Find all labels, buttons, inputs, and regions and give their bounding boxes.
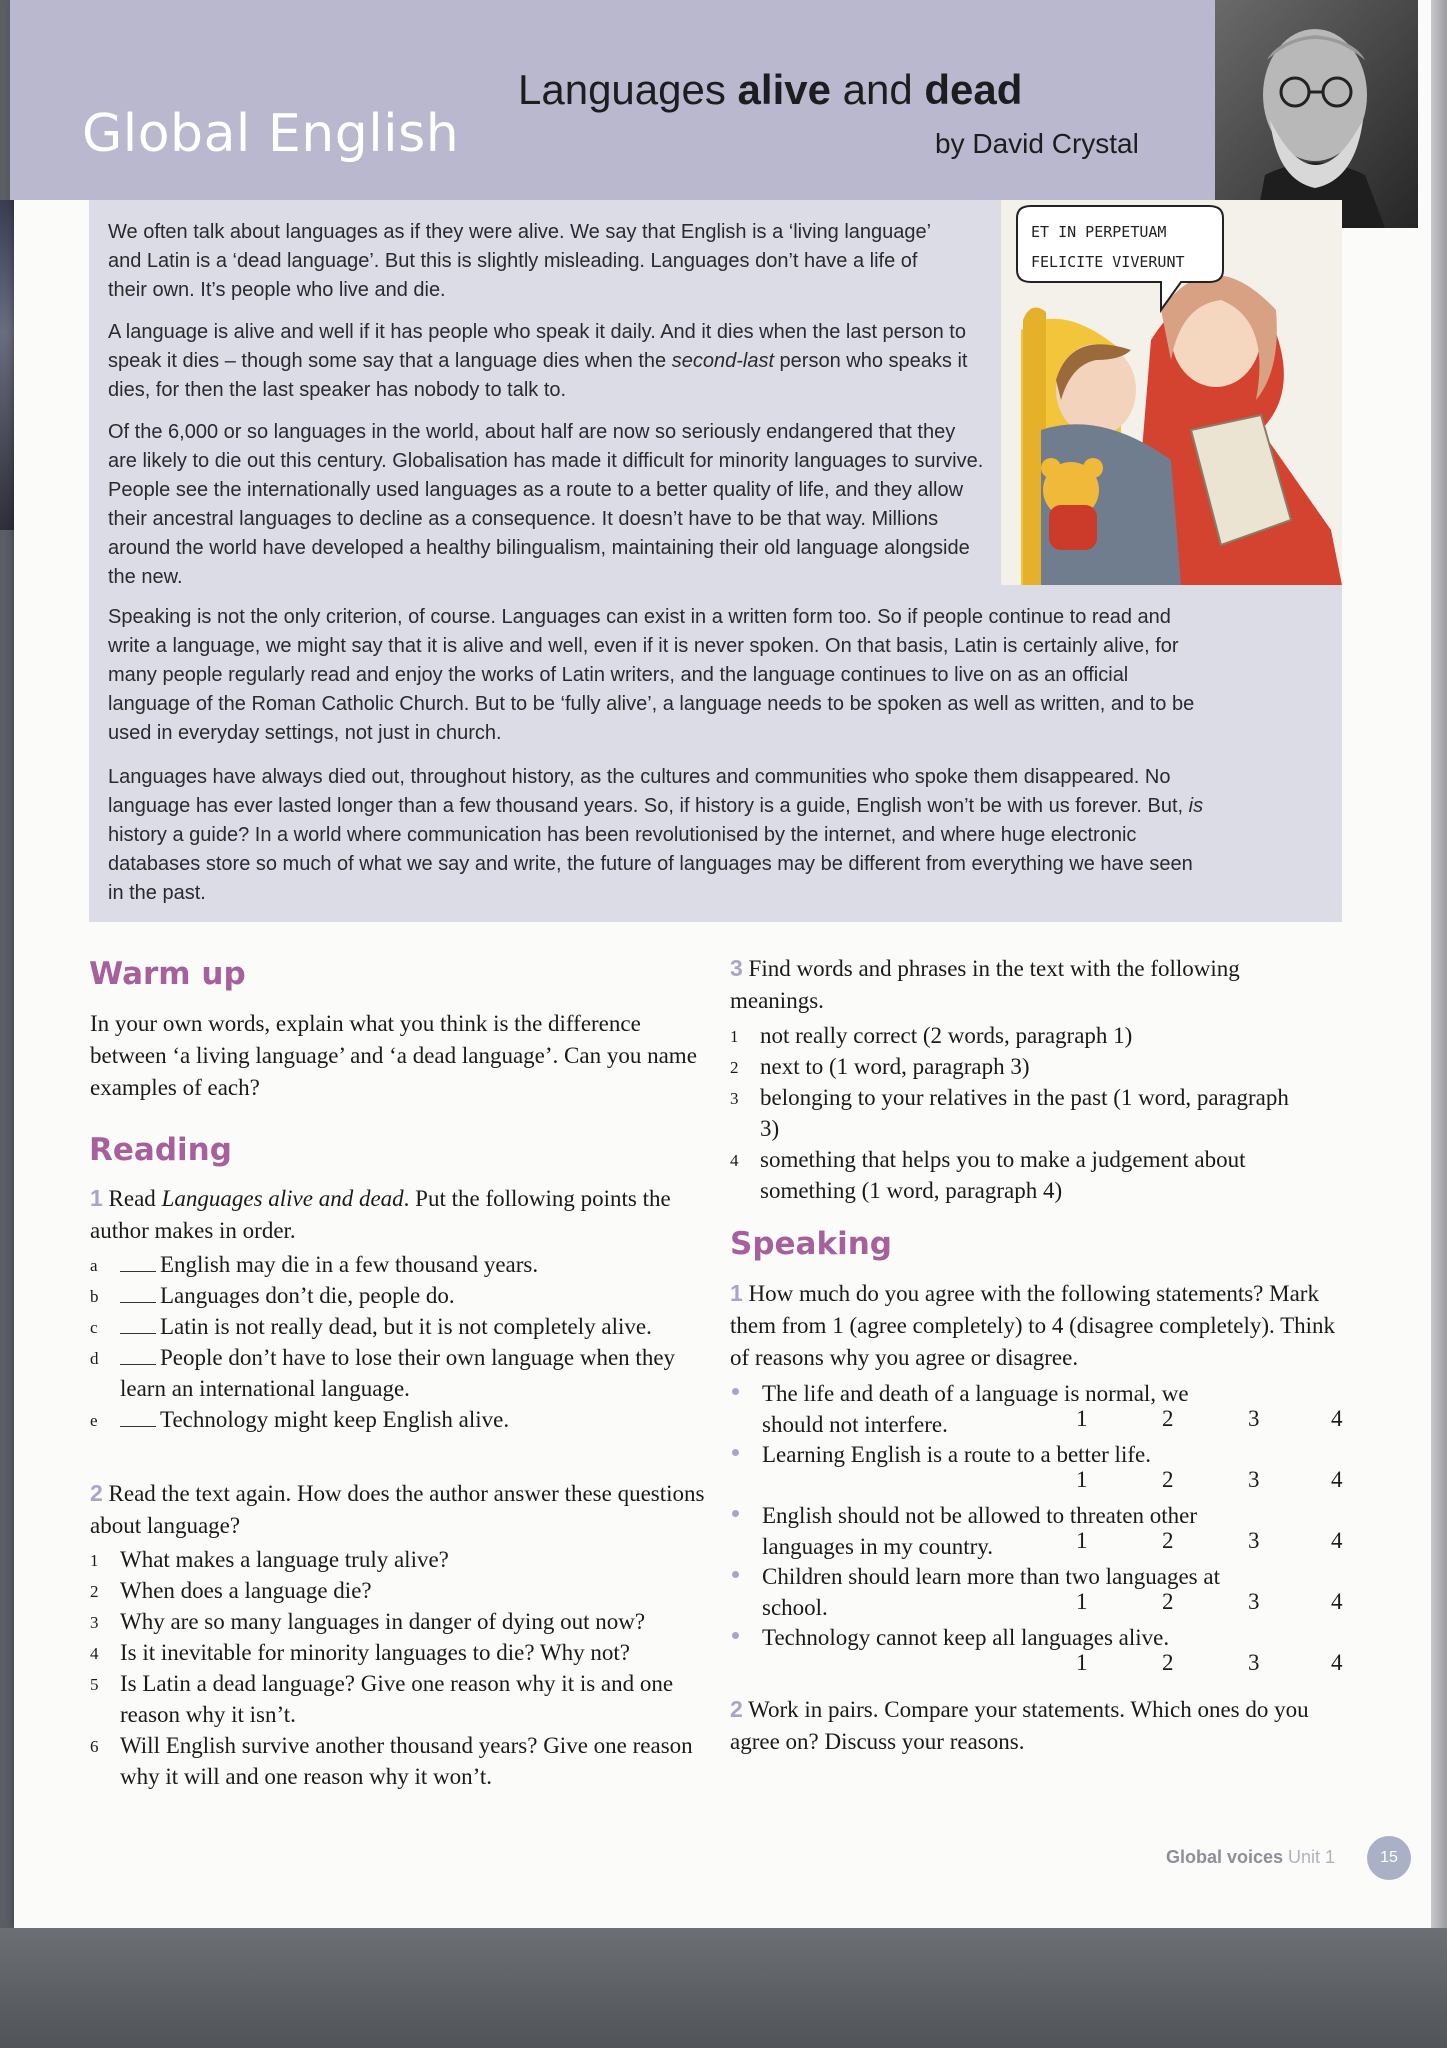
rating-option[interactable]: 3 (1248, 1406, 1260, 1431)
list-item (730, 1082, 1290, 1144)
statement-text: Technology cannot keep all languages alive. (762, 1625, 1170, 1650)
speaking-ex1-instructions: 1 How much do you agree with the following statements? Mark them from 1 (agree completely) to 4 (disagree completely). Think of reasons why you agree or disagree. (730, 1280, 1336, 1370)
rating-option[interactable]: 1 (1076, 1650, 1088, 1675)
article-paragraph-5: Languages have always died out, throughout history, as the cultures and communities who spoke them disappeared. No language has ever lasted longer than a few thousand years. So, if history is a guide, English won’t be with us forever. But, is history a guide? In a world where communication has been revolutionised by the internet, and where huge electronic databases store so much of what we say and write, the future of languages may be different from everything we have seen in the past. (108, 766, 1204, 904)
statement-item (732, 1622, 1342, 1653)
list-item (90, 1311, 710, 1342)
article-title: Languages alive and dead (518, 66, 1023, 113)
list-item-label: d (90, 1349, 99, 1368)
left-page-edge (0, 200, 14, 530)
list-item-label: 1 (730, 1027, 739, 1046)
rating-option[interactable]: 3 (1248, 1589, 1260, 1614)
list-item-text: belonging to your relatives in the past (1 word, paragraph 3) (760, 1085, 1289, 1141)
statement-item (732, 1439, 1342, 1470)
rating-option[interactable]: 4 (1331, 1650, 1343, 1675)
list-item-label: 1 (90, 1551, 99, 1570)
rating-option[interactable]: 2 (1162, 1650, 1174, 1675)
list-item (90, 1730, 715, 1792)
rating-option[interactable]: 4 (1331, 1467, 1343, 1492)
reading-illustration (1001, 200, 1342, 585)
list-item-text: People don’t have to lose their own language when they learn an international language. (120, 1345, 676, 1401)
author-photo (1215, 0, 1418, 228)
list-item (730, 1020, 1290, 1051)
reading-ex2-instructions: 2 Read the text again. How does the author answer these questions about language? (90, 1480, 705, 1538)
bullet-icon (732, 1632, 739, 1639)
rating-option[interactable]: 3 (1248, 1528, 1260, 1553)
article-paragraph-2: A language is alive and well if it has people who speak it daily. And it dies when the last person to speak it dies – though some say that a language dies when the second-last person who speaks it dies, for then the last speaker has nobody to talk to. (108, 321, 968, 401)
list-item-label: b (90, 1287, 99, 1306)
statement-text: Learning English is a route to a better life. (762, 1442, 1151, 1467)
bullet-icon (732, 1571, 739, 1578)
list-item (730, 1144, 1290, 1206)
list-item (90, 1668, 715, 1730)
series-title: Global English (82, 104, 460, 164)
reading-ex1-instructions: 1 Read Languages alive and dead. Put the following points the author makes in order. (90, 1185, 671, 1243)
list-item (90, 1575, 715, 1606)
answer-blank[interactable] (120, 1253, 156, 1272)
list-item-text: English may die in a few thousand years. (160, 1252, 539, 1277)
rating-option[interactable]: 3 (1248, 1467, 1260, 1492)
reading-ex3-list (730, 1020, 1290, 1206)
reading-ex2-list (90, 1544, 715, 1792)
list-item-label: c (90, 1318, 98, 1337)
list-item-text: Is it inevitable for minority languages to die? Why not? (120, 1640, 630, 1665)
rating-option[interactable]: 1 (1076, 1589, 1088, 1614)
list-item-text: When does a language die? (120, 1578, 372, 1603)
bullet-icon (732, 1510, 739, 1517)
list-item-label: 2 (730, 1058, 739, 1077)
list-item (730, 1051, 1290, 1082)
reading-ex1-list (90, 1249, 710, 1435)
list-item-label: 3 (90, 1613, 99, 1632)
list-item (90, 1544, 715, 1575)
speech-text-line2: FELICITE VIVERUNT (1031, 253, 1185, 271)
rating-option[interactable]: 1 (1076, 1528, 1088, 1553)
list-item-label: 4 (90, 1644, 99, 1663)
warmup-text: In your own words, explain what you think is the difference between ‘a living language’ and ‘a dead language’. Can you name examples of each? (90, 1011, 697, 1100)
header-band (10, 0, 1215, 200)
scanner-background (0, 1928, 1447, 2048)
list-item-text: something that helps you to make a judgement about something (1 word, paragraph 4) (760, 1147, 1246, 1203)
page-number: 15 (1367, 1836, 1411, 1880)
list-item-text: Technology might keep English alive. (160, 1407, 510, 1432)
statement-text: The life and death of a language is normal, we should not interfere. (762, 1381, 1189, 1437)
list-item-text: Why are so many languages in danger of dying out now? (120, 1609, 646, 1634)
rating-option[interactable]: 1 (1076, 1406, 1088, 1431)
reading-heading: Reading (89, 1132, 232, 1168)
rating-option[interactable]: 4 (1331, 1528, 1343, 1553)
byline: by David Crystal (935, 128, 1139, 159)
list-item (90, 1280, 710, 1311)
article-paragraph-3: Of the 6,000 or so languages in the world, about half are now so seriously endangered that they are likely to die out this century. Globalisation has made it difficult for minority languages to survive. People see the internationally used languages as a route to a better quality of life, and they allow their ancestral languages to decline as a consequence. It doesn’t have to be that way. Millions around the world have developed a healthy bilingualism, maintaining their old language alongside the new. (108, 421, 984, 588)
list-item (90, 1342, 710, 1404)
answer-blank[interactable] (120, 1408, 156, 1427)
answer-blank[interactable] (120, 1346, 156, 1365)
article-paragraph-4: Speaking is not the only criterion, of course. Languages can exist in a written form too. So if people continue to read and write a language, we might say that it is alive and well, even if it is never spoken. On that basis, Latin is certainly alive, for many people regularly read and enjoy the works of Latin writers, and the language continues to live on as an official language of the Roman Catholic Church. But to be ‘fully alive’, a language needs to be spoken as well as written, and to be used in everyday settings, not just in church. (108, 606, 1195, 744)
speech-text-line1: ET IN PERPETUAM (1031, 223, 1167, 241)
list-item-label: e (90, 1411, 98, 1430)
list-item-label: 3 (730, 1089, 739, 1108)
rating-option[interactable]: 4 (1331, 1589, 1343, 1614)
rating-option[interactable]: 3 (1248, 1650, 1260, 1675)
statement-text: English should not be allowed to threaten other languages in my country. (762, 1503, 1197, 1559)
list-item-text: Will English survive another thousand years? Give one reason why it will and one reason why it won’t. (120, 1733, 693, 1789)
list-item-label: 2 (90, 1582, 99, 1601)
list-item (90, 1637, 715, 1668)
list-item-text: Languages don’t die, people do. (160, 1283, 455, 1308)
rating-option[interactable]: 1 (1076, 1467, 1088, 1492)
article-paragraph-1: We often talk about languages as if they were alive. We say that English is a ‘living language’ and Latin is a ‘dead language’. But this is slightly misleading. Languages don’t have a life of their own. It’s people who live and die. (108, 221, 931, 301)
rating-option[interactable]: 2 (1162, 1589, 1174, 1614)
list-item (90, 1606, 715, 1637)
list-item-text: not really correct (2 words, paragraph 1) (760, 1023, 1133, 1048)
list-item-label: a (90, 1256, 98, 1275)
list-item-text: What makes a language truly alive? (120, 1547, 449, 1572)
rating-option[interactable]: 2 (1162, 1528, 1174, 1553)
list-item (90, 1249, 710, 1280)
list-item-text: Latin is not really dead, but it is not completely alive. (160, 1314, 652, 1339)
bullet-icon (732, 1388, 739, 1395)
list-item (90, 1404, 710, 1435)
list-item-text: Is Latin a dead language? Give one reason why it is and one reason why it isn’t. (120, 1671, 674, 1727)
bullet-icon (732, 1449, 739, 1456)
answer-blank[interactable] (120, 1315, 156, 1334)
list-item-text: next to (1 word, paragraph 3) (760, 1054, 1030, 1079)
list-item-label: 4 (730, 1151, 739, 1170)
footer-section-label: Global voices Unit 1 (1166, 1847, 1336, 1867)
list-item-label: 5 (90, 1675, 99, 1694)
speaking-heading: Speaking (730, 1226, 892, 1262)
rating-option[interactable]: 2 (1162, 1467, 1174, 1492)
list-item-label: 6 (90, 1737, 99, 1756)
answer-blank[interactable] (120, 1284, 156, 1303)
warmup-heading: Warm up (89, 956, 246, 992)
rating-option[interactable]: 4 (1331, 1406, 1343, 1431)
reading-ex3-instructions: 3 Find words and phrases in the text with the following meanings. (730, 955, 1240, 1013)
statement-text: Children should learn more than two languages at school. (762, 1564, 1220, 1620)
speaking-ex2-instructions: 2 Work in pairs. Compare your statements. Which ones do you agree on? Discuss your reasons. (730, 1696, 1309, 1754)
right-page-edge (1431, 0, 1447, 2048)
rating-option[interactable]: 2 (1162, 1406, 1174, 1431)
